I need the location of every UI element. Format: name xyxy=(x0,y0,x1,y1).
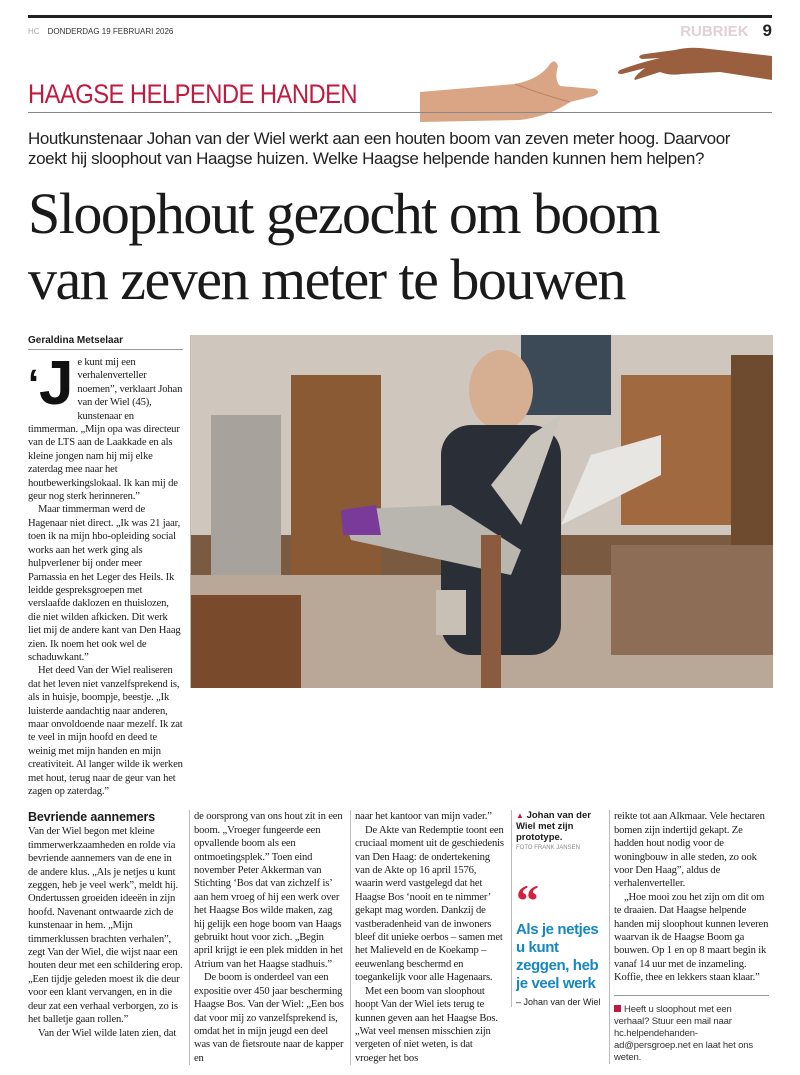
drop-cap: ‘J xyxy=(28,349,74,418)
headline-line-1: Sloophout gezocht om boom xyxy=(28,181,660,246)
paragraph: Van der Wiel begon met kleine timmerwerkzaamheden en rolde via bevriende aannemers van de ene in de andere klus. „Als je netjes u kunt zeggen, heb je veel werk”, meldt hij. Ondertussen groeiden ideeën in zijn hoofd. Navenant ontwaarde zich de kunstenaar in hem. „Mijn timmerklussen brachten verhalen”, zegt Van der Wiel, die wijst naar een houten deur met een schildering erop. „Een tijdje geleden moest ik die deur voor een klant vervangen, en in die deur zat een verhaal verborgen, zo is het balletje gaan rollen.” xyxy=(28,826,183,1026)
byline: Geraldina Metselaar xyxy=(28,335,183,350)
page-number: 9 xyxy=(762,21,772,40)
triangle-icon: ▲ xyxy=(516,811,524,821)
red-square-icon xyxy=(614,1005,621,1012)
article-bottom xyxy=(28,810,772,1065)
paragraph: Van der Wiel wilde laten zien, dat xyxy=(38,1027,177,1039)
paragraph: e kunt mij een verhalenverteller noemen”, verklaart Johan van der Wiel (45), kunstenaar en timmerman. „Mijn opa was directeur van de LTS aan de Laakkade en als kleine jongen nam hij mij elke zaterdag mee naar het houtbewerkingslokaal. Ik kan mij de geur nog sterk herinneren.” xyxy=(28,357,183,503)
headline xyxy=(28,181,772,313)
article-photo xyxy=(190,335,773,688)
paragraph: de oorsprong van ons hout zit in een boom. „Vroeger fungeerde een opvallende boom als een ontmoetingsplek.” Toen eind november Peter Akkerman van Stichting ‘Bos dat van zichzelf is’ aan hem vroeg of hij een werk over het Haagse Bos wilde maken, zag hij gelijk een hoge boom van Haags gebruikt hout voor zich. „Begin april krijgt ie een plek midden in het Atrium van het Haagse stadhuis.” xyxy=(194,811,343,970)
series-title: HAAGSE HELPENDE HANDEN xyxy=(28,79,358,109)
paragraph: „Hoe mooi zou het zijn om dit om te draaien. Dat Haagse helpende handen mij sloophout kunnen leveren waarvan ik de Haagse Boom ga bouwen. Op 1 en op 8 maart begin ik vanaf 14 uur met de inzameling. Koffie, thee en lekkers staan klaar.” xyxy=(614,891,769,984)
quote-mark-icon: “ xyxy=(516,875,539,927)
paragraph: Maar timmerman werd de Hagenaar niet direct. „Ik was 21 jaar, toen ik na mijn hbo-opleiding social works aan het werk ging als hulpverlener bij onder meer Parnassia en het Leger des Heils. Ik leidde gespreksgroepen met verslaafde daklozen en thuislozen, die niet wilden afkicken. Dit werk liet mij de andere kant van Den Haag zien. Ik noem het ook wel de schaduwkant.” xyxy=(28,504,181,663)
paragraph: De Akte van Redemptie toont een cruciaal moment uit de geschiedenis van Den Haag: de ondertekening van de Akte op 16 april 1576, waarin werd vastgelegd dat het Haagse Bos ‘nooit en te nimmer’ gekapt mag worden. Dankzij de vastberadenheid van de inwoners bleef dit unieke oerbos – samen met het Malieveld en de Koekamp – eeuwenlang beschermd en toegankelijk voor alle Hagenaars. xyxy=(355,824,504,984)
article-top xyxy=(28,335,772,798)
paragraph: Het deed Van der Wiel realiseren dat het leven niet vanzelfsprekend is, als in huisje, boompje, beestje. „Ik luisterde aandachtig naar anderen, maar onvoldoende naar mezelf. Ik zat te veel in mijn hoofd en deed te weinig met mijn handen en mijn creativiteit. Al langer wilde ik werken met hout, terug naar de geur van het zagen op zaterdag.” xyxy=(28,665,183,797)
paragraph: naar het kantoor van mijn vader.” xyxy=(355,811,492,823)
section-rule xyxy=(28,112,772,113)
page-header xyxy=(28,18,772,44)
info-box: Heeft u sloophout met een verhaal? Stuur een mail naar hc.helpendehanden-ad@persgroep.net en laat het ons weten. xyxy=(614,995,769,1064)
subheading: Bevriende aannemers xyxy=(28,810,156,825)
photo-caption: ▲ Johan van der Wiel met zijn prototype. xyxy=(516,810,591,844)
series-banner xyxy=(28,44,772,112)
pull-quote: Als je netjes u kunt zeggen, heb je veel werk xyxy=(516,921,599,993)
column-1 xyxy=(28,349,183,798)
paragraph: De boom is onderdeel van een expositie over 450 jaar bescherming Haagse Bos. Van der Wiel: „Een bos dat voor mij zo vanzelfsprekend is, omdat het in mijn jeugd een deel was van de fietsroute naar de kapper en xyxy=(194,972,344,1064)
column-3 xyxy=(189,810,344,1065)
column-2 xyxy=(28,810,183,1040)
workshop-photo-illustration xyxy=(191,335,773,688)
paragraph: Met een boom van sloophout hoopt Van der Wiel iets terug te kunnen geven aan het Haagse Bos. „Wat veel mensen misschien zijn vergeten of niet weten, is dat vroeger het bos xyxy=(355,985,498,1064)
paragraph: reikte tot aan Alkmaar. Vele hectaren bomen zijn indertijd gekapt. Ze hadden hout nodig voor de woningbouw in alle steden, zo ook voor Den Haag”, aldus de verhalenverteller. xyxy=(614,811,765,890)
paper-code: HC xyxy=(28,26,40,36)
column-4 xyxy=(350,810,505,1065)
issue-date: DONDERDAG 19 FEBRUARI 2026 xyxy=(47,26,174,36)
headline-line-2: van zeven meter te bouwen xyxy=(28,247,625,312)
reaching-hands-illustration xyxy=(420,44,772,122)
sidebar-column xyxy=(511,810,603,1007)
section-label: RUBRIEK xyxy=(680,22,749,40)
column-5 xyxy=(609,810,769,1063)
standfirst: Houtkunstenaar Johan van der Wiel werkt aan een houten boom van zeven meter hoog. Daarvoor zoekt hij sloophout van Haagse huizen. Welke Haagse helpende handen kunnen hem helpen? xyxy=(28,129,731,168)
column-1-wrap xyxy=(28,335,183,798)
photo-credit: FOTO FRANK JANSEN xyxy=(516,845,580,852)
pull-quote-attribution: – Johan van der Wiel xyxy=(516,997,601,1008)
